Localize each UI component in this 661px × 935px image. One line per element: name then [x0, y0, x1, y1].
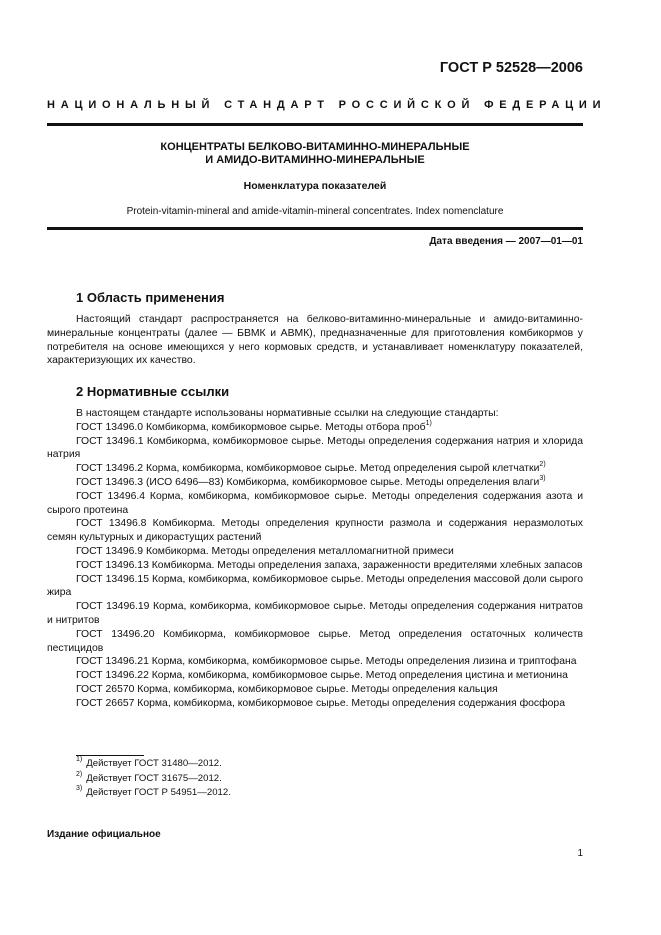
subtitle: Номенклатура показателей	[243, 180, 387, 192]
section-1-text: Настоящий стандарт распространяется на белково-витаминно-минеральные и амидо-витаминно-минеральные концентраты (далее — БВМК и АВМК), предназначенные для приготовления комбикормов у потребителя на основе имеющихся у него кормовых средств, и устанавливает номенклатуру показателей, характеризующих их качество.	[47, 314, 583, 367]
top-divider	[47, 123, 583, 126]
section-2-heading: 2 Нормативные ссылки	[76, 384, 230, 399]
footnote-text: Действует ГОСТ 31480—2012.	[86, 758, 222, 769]
footnote-item	[76, 757, 231, 772]
reference-text: ГОСТ 13496.15 Корма, комбикорма, комбикормовое сырье. Методы определения массовой доли сырого жира	[47, 573, 583, 599]
footnote-text: Действует ГОСТ 31675—2012.	[86, 772, 222, 784]
footnote-divider	[76, 755, 144, 756]
footnote-marker[interactable]: 3)	[539, 474, 546, 482]
document-code: ГОСТ Р 52528—2006	[439, 60, 583, 76]
reference-text: ГОСТ 26570 Корма, комбикорма, комбикормовое сырье. Методы определения кальция	[76, 683, 498, 695]
reference-item	[47, 573, 583, 601]
title-line-1: КОНЦЕНТРАТЫ БЕЛКОВО-ВИТАМИННО-МИНЕРАЛЬНЫЕ	[160, 141, 470, 153]
reference-item	[47, 669, 583, 683]
normative-references	[47, 407, 583, 711]
reference-item	[47, 490, 583, 518]
reference-text: ГОСТ 13496.2 Корма, комбикорма, комбикормовое сырье. Метод определения сырой клетчатки	[76, 463, 540, 475]
reference-text: ГОСТ 13496.8 Комбикорма. Методы определения крупности размола и содержания неразмолотых семян культурных и дикорастущих растений	[47, 518, 583, 544]
reference-item	[47, 628, 583, 656]
footnote-mark: 3)	[76, 785, 83, 792]
title-divider	[47, 227, 583, 230]
reference-item	[47, 517, 583, 545]
reference-item	[47, 559, 583, 573]
footnote-marker[interactable]: 2)	[539, 461, 546, 469]
reference-text: ГОСТ 13496.9 Комбикорма. Методы определения металломагнитной примеси	[76, 545, 454, 557]
section-1-heading: 1 Область применения	[76, 290, 225, 305]
reference-item	[47, 600, 583, 628]
reference-text: ГОСТ 13496.20 Комбикорма, комбикормовое сырье. Метод определения остаточных количеств пестицидов	[47, 628, 583, 654]
reference-item	[47, 462, 583, 476]
reference-item	[47, 683, 583, 697]
footnote-item	[76, 786, 231, 801]
official-edition-label: Издание официальное	[47, 829, 161, 840]
footnote-text: Действует ГОСТ Р 54951—2012.	[86, 787, 231, 798]
reference-item	[47, 697, 583, 711]
footnote-marker[interactable]: 1)	[425, 419, 432, 427]
effective-date: Дата введения — 2007—01—01	[429, 236, 583, 247]
reference-text: ГОСТ 13496.0 Комбикорма, комбикормовое сырье. Методы отбора проб	[76, 421, 426, 433]
english-title: Protein-vitamin-mineral and amide-vitamin-mineral concentrates. Index nomenclature	[126, 206, 504, 217]
reference-text: ГОСТ 13496.3 (ИСО 6496—83) Комбикорма, комбикормовое сырье. Методы определения влаги	[76, 476, 540, 488]
reference-text: ГОСТ 13496.21 Корма, комбикорма, комбикормовое сырье. Методы определения лизина и триптофана	[76, 656, 577, 668]
reference-item	[47, 435, 583, 463]
footnote-item	[76, 772, 231, 787]
footnotes	[76, 757, 231, 801]
reference-text: ГОСТ 26657 Корма, комбикорма, комбикормовое сырье. Методы определения содержания фосфора	[76, 697, 565, 709]
footnote-mark: 1)	[76, 756, 83, 763]
title-line-2: И АМИДО-ВИТАМИННО-МИНЕРАЛЬНЫЕ	[205, 154, 425, 166]
reference-item	[47, 421, 583, 435]
reference-item	[47, 545, 583, 559]
reference-text: ГОСТ 13496.4 Корма, комбикорма, комбикормовое сырье. Методы определения содержания азота и сырого протеина	[47, 490, 583, 516]
references-intro: В настоящем стандарте использованы нормативные ссылки на следующие стандарты:	[76, 408, 499, 419]
reference-item	[47, 476, 583, 490]
reference-item	[47, 655, 583, 669]
reference-text: ГОСТ 13496.22 Корма, комбикорма, комбикормовое сырье. Метод определения цистина и метионина	[76, 670, 568, 682]
reference-text: ГОСТ 13496.1 Комбикорма, комбикормовое сырье. Методы определения содержания натрия и хлорида натрия	[47, 435, 583, 461]
footnote-mark: 2)	[76, 770, 83, 778]
reference-text: ГОСТ 13496.13 Комбикорма. Методы определения запаха, зараженности вредителями хлебных запасов	[76, 559, 583, 571]
page-number: 1	[577, 848, 583, 859]
national-standard-banner: НАЦИОНАЛЬНЫЙ СТАНДАРТ РОССИЙСКОЙ ФЕДЕРАЦИИ	[47, 99, 607, 111]
reference-text: ГОСТ 13496.19 Корма, комбикорма, комбикормовое сырье. Методы определения содержания нитратов и нитритов	[47, 601, 583, 626]
